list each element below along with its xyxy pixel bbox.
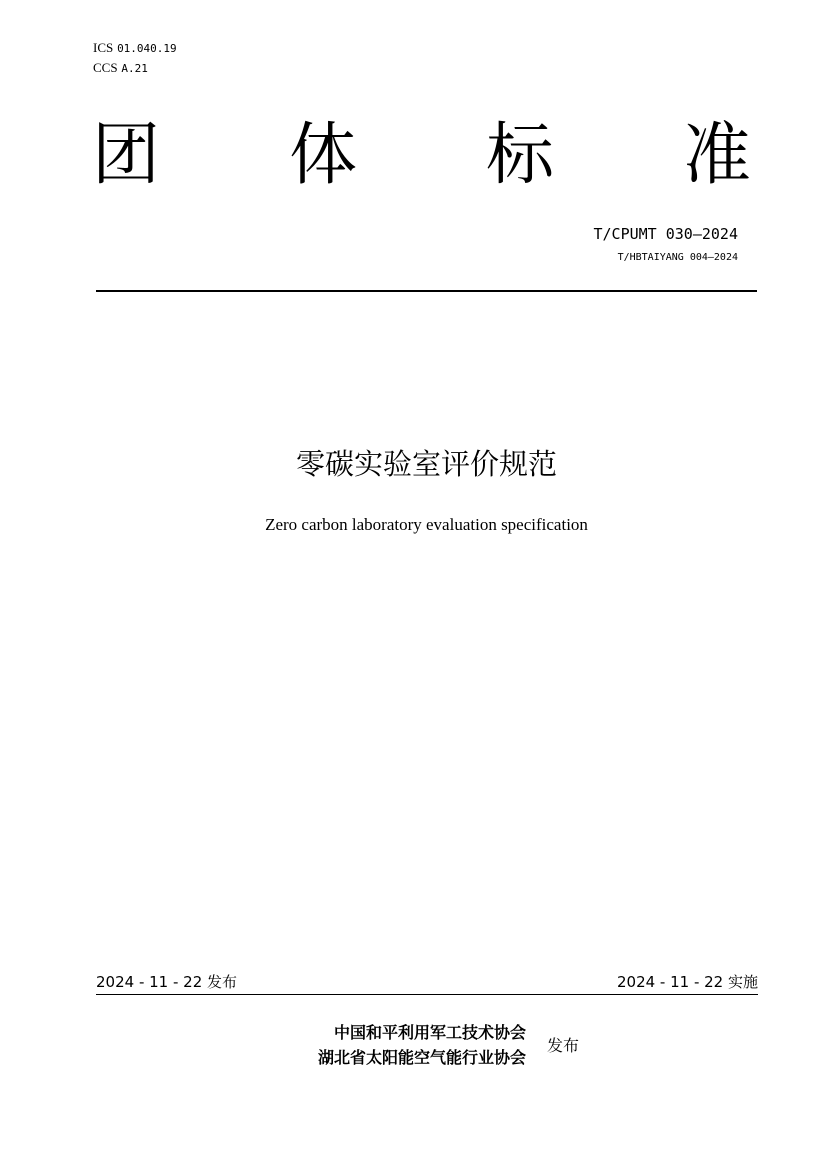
publisher-org-1: 中国和平利用军工技术协会 bbox=[333, 1023, 526, 1042]
doc-type-char-3: 标 bbox=[486, 116, 555, 195]
ccs-code bbox=[93, 60, 148, 77]
standard-number-secondary: T/HBTAIYANG 004—2024 bbox=[617, 252, 738, 263]
publish-date: 2024 - 11 - 22 发布 bbox=[96, 973, 238, 991]
standard-number-primary: T/CPUMT 030—2024 bbox=[593, 225, 738, 243]
ccs-value: A.21 bbox=[121, 62, 148, 75]
doc-type-char-2: 体 bbox=[289, 116, 358, 195]
publisher-org-2: 湖北省太阳能空气能行业协会 bbox=[317, 1048, 526, 1067]
ics-code bbox=[93, 40, 177, 57]
document-title-english: Zero carbon laboratory evaluation specification bbox=[265, 515, 588, 534]
header-divider bbox=[96, 290, 757, 292]
doc-type-char-4: 准 bbox=[683, 116, 752, 195]
ics-label: ICS bbox=[93, 40, 114, 55]
footer-divider bbox=[96, 994, 758, 995]
publish-label: 发布 bbox=[547, 1036, 580, 1055]
ccs-label: CCS bbox=[93, 60, 118, 75]
doc-type-char-1: 团 bbox=[92, 116, 161, 195]
document-title-chinese: 零碳实验室评价规范 bbox=[295, 447, 557, 481]
ics-value: 01.040.19 bbox=[117, 42, 177, 55]
implement-date: 2024 - 11 - 22 实施 bbox=[616, 973, 758, 991]
